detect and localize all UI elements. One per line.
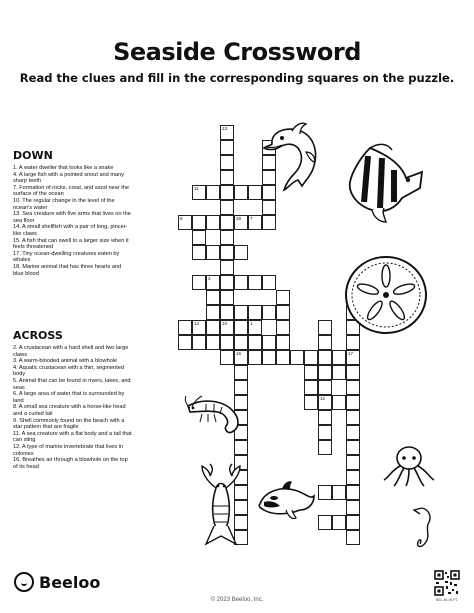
grid-cell[interactable] (234, 275, 248, 290)
grid-cell[interactable] (192, 215, 206, 230)
across-clue: 4. Aquatic crustacean with a thin, segmented body (13, 364, 125, 378)
grid-cell[interactable] (220, 350, 234, 365)
grid-cell[interactable] (192, 185, 206, 200)
grid-cell[interactable] (234, 185, 248, 200)
grid-cell[interactable] (220, 275, 234, 290)
down-clue: 18. Marine animal that has three hearts and blue blood (13, 263, 122, 277)
grid-cell[interactable] (178, 335, 192, 350)
down-clue: 1. A water dweller that looks like a snake (13, 165, 114, 171)
down-clues (13, 150, 133, 277)
across-clue: 12. A type of marine invertebrate that lives in colonies (13, 443, 124, 457)
grid-cell[interactable] (178, 215, 192, 230)
angelfish-illustration (340, 138, 428, 224)
down-clue: 14. A small shellfish with a pair of long, pincer-like claws (13, 224, 128, 237)
grid-cell[interactable] (248, 305, 262, 320)
grid-cell[interactable] (332, 395, 346, 410)
grid-cell[interactable] (262, 305, 276, 320)
across-clue: 2. A crustacean with a hard shell and two large claws (13, 345, 129, 358)
grid-cell[interactable] (192, 335, 206, 350)
grid-cell[interactable] (304, 350, 318, 365)
grid-cell[interactable] (220, 215, 234, 230)
grid-cell[interactable] (346, 440, 360, 455)
grid-cell[interactable] (192, 245, 206, 260)
grid-cell[interactable] (346, 500, 360, 515)
grid-cell[interactable] (332, 350, 346, 365)
grid-cell[interactable] (346, 425, 360, 440)
grid-cell[interactable] (220, 230, 234, 245)
grid-cell[interactable] (220, 185, 234, 200)
grid-cell[interactable] (262, 350, 276, 365)
clue-number: 1 (250, 321, 253, 326)
grid-cell[interactable] (346, 515, 360, 530)
grid-cell[interactable] (248, 335, 262, 350)
dolphin-illustration (262, 122, 324, 192)
product-code: BEL-NCW-P1 (436, 598, 458, 602)
grid-cell[interactable] (234, 215, 248, 230)
grid-cell[interactable] (206, 185, 220, 200)
grid-cell[interactable] (220, 260, 234, 275)
grid-cell[interactable] (346, 365, 360, 380)
grid-cell[interactable] (318, 350, 332, 365)
grid-cell[interactable] (178, 320, 192, 335)
clue-number: 7 (250, 216, 253, 221)
grid-cell[interactable] (318, 395, 332, 410)
clue-number: 10 (222, 321, 228, 326)
clue-number: 11 (194, 186, 199, 191)
grid-cell[interactable] (234, 320, 248, 335)
grid-cell[interactable] (346, 530, 360, 545)
page-subtitle: Read the clues and fill in the corresponding squares on the puzzle. (19, 71, 455, 85)
clue-number: 18 (236, 216, 242, 221)
grid-cell[interactable] (248, 275, 262, 290)
grid-cell[interactable] (346, 485, 360, 500)
grid-cell[interactable] (220, 290, 234, 305)
clue-number: 3 (208, 276, 211, 281)
grid-cell[interactable] (220, 305, 234, 320)
grid-cell[interactable] (262, 275, 276, 290)
across-clue: 8. A small sea creature with a horse-like head and a curled tail (13, 404, 126, 417)
grid-cell[interactable] (346, 470, 360, 485)
grid-cell[interactable] (192, 275, 206, 290)
grid-cell[interactable] (276, 335, 290, 350)
grid-cell[interactable] (332, 515, 346, 530)
grid-cell[interactable] (206, 305, 220, 320)
shrimp-illustration (182, 394, 246, 438)
clue-number: 14 (194, 321, 200, 326)
octopus-illustration (382, 444, 436, 488)
grid-cell[interactable] (248, 320, 262, 335)
clue-number: 13 (222, 126, 228, 131)
sand-dollar-illustration (342, 252, 430, 338)
grid-cell[interactable] (318, 380, 332, 395)
grid-cell[interactable] (318, 320, 332, 335)
clue-number: 12 (320, 396, 326, 401)
grid-cell[interactable] (234, 380, 248, 395)
grid-cell[interactable] (346, 350, 360, 365)
grid-cell[interactable] (220, 245, 234, 260)
grid-cell[interactable] (262, 335, 276, 350)
across-heading: ACROSS (13, 329, 63, 342)
grid-cell[interactable] (304, 365, 318, 380)
grid-cell[interactable] (346, 395, 360, 410)
grid-cell[interactable] (248, 350, 262, 365)
grid-cell[interactable] (346, 455, 360, 470)
grid-cell[interactable] (276, 290, 290, 305)
grid-cell[interactable] (248, 185, 262, 200)
down-clue: 10. The regular change in the level of the ocean's water (13, 197, 115, 211)
grid-cell[interactable] (318, 515, 332, 530)
seahorse-illustration (410, 506, 436, 552)
down-clue: 4. A large fish with a pointed snout and many sharp teeth (13, 171, 125, 185)
grid-cell[interactable] (318, 425, 332, 440)
grid-cell[interactable] (318, 485, 332, 500)
across-clues (13, 330, 133, 470)
grid-cell[interactable] (206, 290, 220, 305)
grid-cell[interactable] (318, 365, 332, 380)
across-clue: 3. A warm-blooded animal with a blowhole (13, 358, 118, 365)
grid-cell[interactable] (262, 215, 276, 230)
grid-cell[interactable] (234, 365, 248, 380)
down-heading: DOWN (13, 149, 53, 162)
grid-cell[interactable] (276, 305, 290, 320)
orca-illustration (256, 480, 316, 522)
across-clue: 11. A sea creature with a flat body and a tail that can sting (13, 430, 132, 444)
logo-icon (14, 572, 34, 592)
down-clue: 13. Sea creature with five arms that lives on the sea floor (13, 211, 131, 224)
grid-cell[interactable] (220, 140, 234, 155)
across-clue: 9. Shell commonly found on the beach with a star pattern that are fragile (13, 417, 125, 431)
grid-cell[interactable] (192, 320, 206, 335)
brand-name: Beeloo (39, 572, 101, 592)
grid-cell[interactable] (206, 320, 220, 335)
grid-cell[interactable] (220, 200, 234, 215)
grid-cell[interactable] (248, 215, 262, 230)
grid-cell[interactable] (276, 320, 290, 335)
brand-logo (14, 572, 100, 592)
clue-number: 8 (180, 216, 183, 221)
grid-cell[interactable] (332, 485, 346, 500)
grid-cell[interactable] (318, 410, 332, 425)
grid-cell[interactable] (206, 245, 220, 260)
grid-cell[interactable] (276, 350, 290, 365)
grid-cell[interactable] (234, 245, 248, 260)
across-clue: 6. A large area of water that is surrounded by land (13, 391, 125, 404)
grid-cell[interactable] (234, 350, 248, 365)
grid-cell[interactable] (206, 275, 220, 290)
clue-number: 17 (348, 351, 354, 356)
grid-cell[interactable] (262, 200, 276, 215)
grid-cell[interactable] (220, 125, 234, 140)
grid-cell[interactable] (318, 440, 332, 455)
grid-cell[interactable] (346, 380, 360, 395)
grid-cell[interactable] (318, 335, 332, 350)
grid-cell[interactable] (220, 170, 234, 185)
grid-cell[interactable] (290, 350, 304, 365)
down-clue: 7. Formation of rocks, coral, and sand near the surface of the ocean (13, 184, 129, 198)
grid-cell[interactable] (234, 305, 248, 320)
grid-cell[interactable] (304, 380, 318, 395)
grid-cell[interactable] (192, 230, 206, 245)
grid-cell[interactable] (234, 440, 248, 455)
grid-cell[interactable] (332, 365, 346, 380)
qr-code (434, 570, 460, 596)
grid-cell[interactable] (346, 410, 360, 425)
grid-cell[interactable] (220, 335, 234, 350)
grid-cell[interactable] (220, 155, 234, 170)
grid-cell[interactable] (234, 335, 248, 350)
clue-number: 16 (236, 351, 242, 356)
across-clue: 5. Animal that can be found in rivers, lakes, and seas (13, 377, 131, 391)
copyright-text: © 2023 Beeloo, Inc. (210, 597, 264, 603)
grid-cell[interactable] (206, 215, 220, 230)
grid-cell[interactable] (220, 320, 234, 335)
lobster-illustration (196, 460, 246, 552)
grid-cell[interactable] (304, 395, 318, 410)
grid-cell[interactable] (206, 335, 220, 350)
down-clue: 17. Tiny ocean-dwelling creatures eaten by whales (13, 250, 120, 264)
down-clue: 15. A fish that can swell to a larger size when it feels threatened (13, 237, 129, 251)
page-title: Seaside Crossword (113, 38, 361, 66)
across-clue: 16. Breathes air through a blowhole on the top of its head (13, 457, 128, 470)
